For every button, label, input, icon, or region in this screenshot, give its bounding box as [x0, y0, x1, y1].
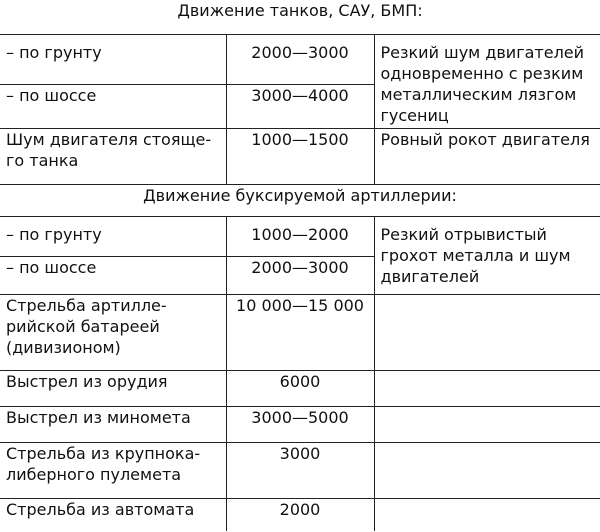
row-note-empty [374, 294, 600, 370]
row-value: 1000—2000 [226, 216, 374, 256]
row-note: Ровный рокот двигателя [374, 128, 600, 184]
row-label-line: го танка [6, 150, 79, 170]
row-label: – по грунту [0, 216, 226, 256]
row-label-line: рийской батареей [6, 316, 160, 336]
row-label: Выстрел из миномета [0, 406, 226, 442]
row-label [0, 294, 226, 370]
section-row-tanks [0, 0, 600, 34]
row-label [0, 442, 226, 498]
table-row-art-ground [0, 216, 600, 256]
row-value: 3000—5000 [226, 406, 374, 442]
row-label: Выстрел из орудия [0, 370, 226, 406]
row-note: Резкий отрывистый грохот металла и шум двигателей [374, 216, 600, 294]
row-label: – по грунту [0, 34, 226, 84]
table-row-gun-shot [0, 370, 600, 406]
row-label: – по шоссе [0, 256, 226, 294]
row-note-empty [374, 370, 600, 406]
row-value: 3000 [226, 442, 374, 498]
row-note-empty [374, 406, 600, 442]
table-row-mortar-shot [0, 406, 600, 442]
row-note-empty [374, 498, 600, 531]
row-label-line: Шум двигателя стояще- [6, 129, 212, 149]
row-value: 2000—3000 [226, 34, 374, 84]
row-value: 2000 [226, 498, 374, 531]
row-value: 1000—1500 [226, 128, 374, 184]
table-row-auto-fire [0, 498, 600, 531]
row-label-line: (дивизионом) [6, 337, 121, 357]
row-label-line: Стрельба артилле- [6, 295, 167, 315]
section-row-artillery [0, 184, 600, 216]
row-label: Стрельба из автомата [0, 498, 226, 531]
table-row-tank-idle [0, 128, 600, 184]
table-row-mg-fire [0, 442, 600, 498]
row-note: Резкий шум двигателей одновременно с резким металлическим лязгом гусениц [374, 34, 600, 128]
table-row-tanks-ground [0, 34, 600, 84]
row-label-line: либерного пулемета [6, 464, 182, 484]
section-title-tanks: Движение танков, САУ, БМП: [0, 0, 600, 34]
row-value: 10 000—15 000 [226, 294, 374, 370]
section-title-artillery: Движение буксируемой артиллерии: [0, 184, 600, 216]
row-value: 2000—3000 [226, 256, 374, 294]
row-label [0, 128, 226, 184]
row-note-empty [374, 442, 600, 498]
row-label: – по шоссе [0, 84, 226, 128]
row-value: 3000—4000 [226, 84, 374, 128]
row-value: 6000 [226, 370, 374, 406]
table-row-battery [0, 294, 600, 370]
row-label-line: Стрельба из крупнока- [6, 443, 201, 463]
